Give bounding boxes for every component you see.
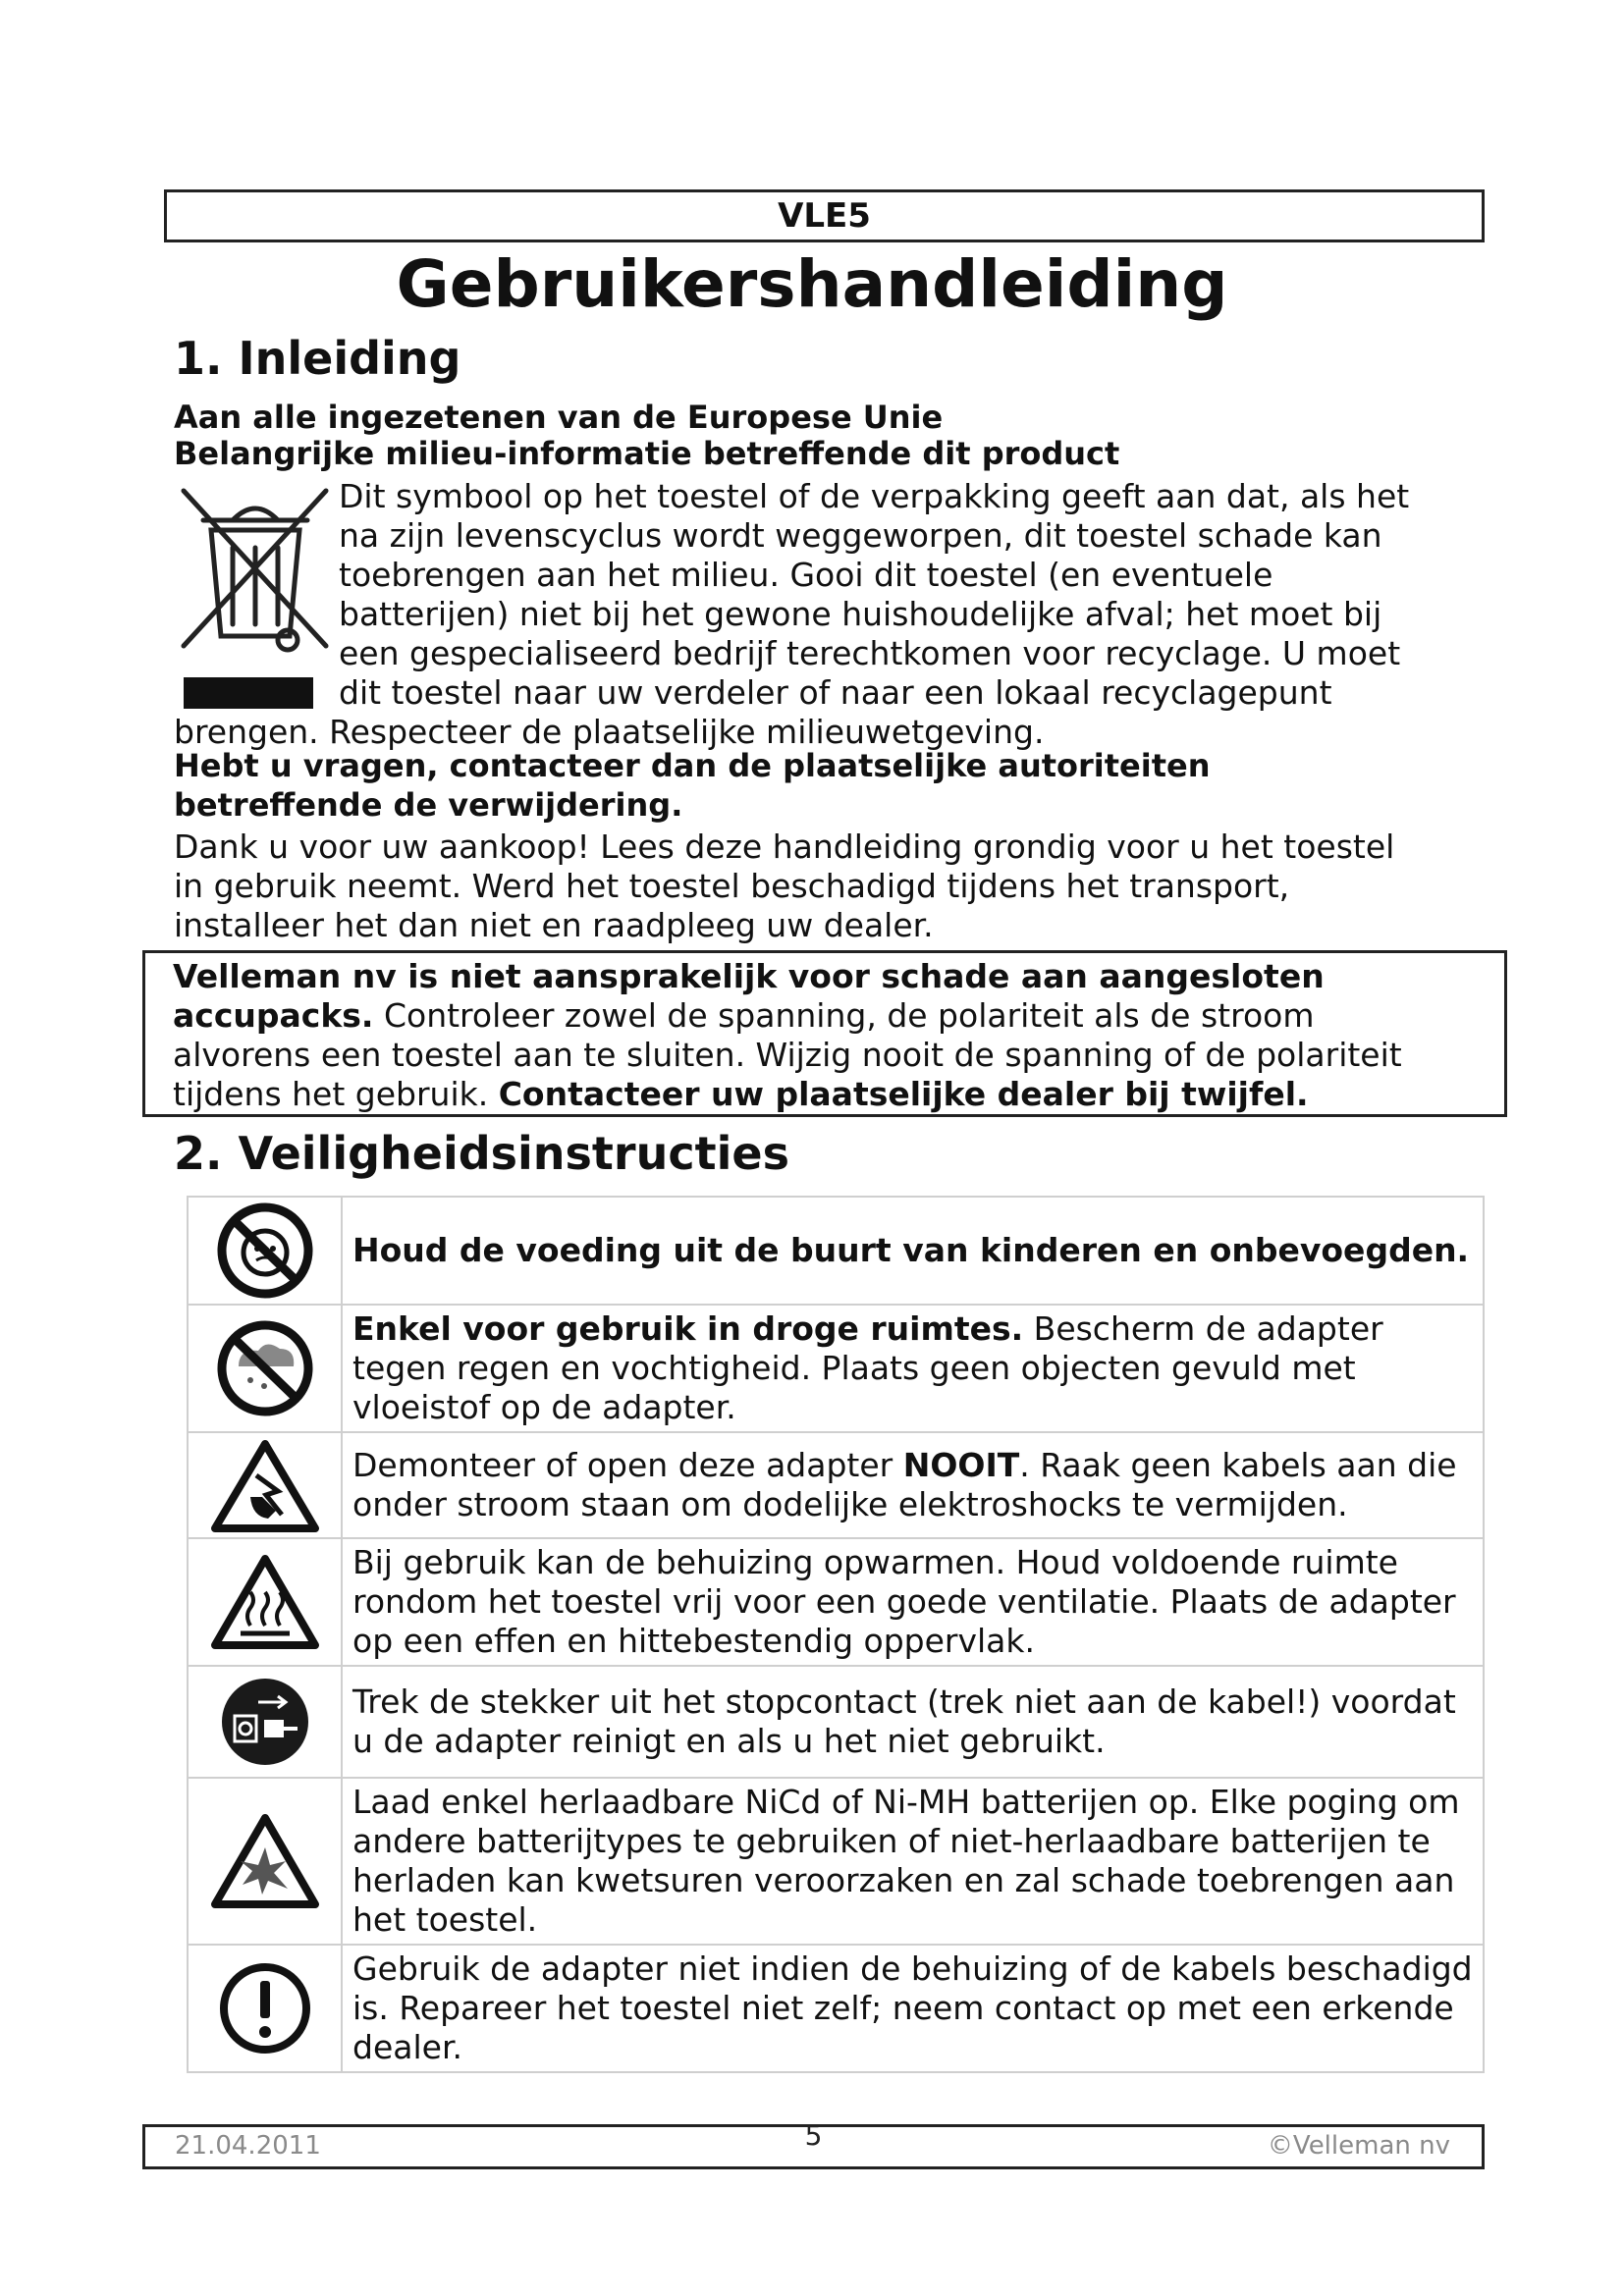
weee-text-last: brengen. Respecteer de plaatselijke milieuwetgeving. (174, 713, 1045, 751)
safety-row (188, 1538, 1484, 1666)
weee-line: toebrengen aan het milieu. Gooi dit toestel (en eventuele (339, 556, 1273, 594)
notice-bold: accupacks. (173, 996, 374, 1035)
questions-line-2: betreffende de verwijdering. (174, 786, 683, 824)
safety-row-text: . Raak geen kabels aan die onder stroom staan om dodelijke elektroshocks te vermijden. (352, 1446, 1457, 1523)
thanks-line: Dank u voor uw aankoop! Lees deze handleiding grondig voor u het toestel (174, 828, 1395, 866)
model-number: VLE5 (778, 196, 871, 236)
model-header (164, 189, 1485, 242)
notice-bold: Velleman nv is niet aansprakelijk voor schade aan aangesloten (173, 957, 1325, 995)
section-heading-introduction: 1. Inleiding (174, 332, 461, 385)
page-footer (142, 2119, 1485, 2169)
notice-bold: Contacteer uw plaatselijke dealer bij twijfel. (498, 1075, 1309, 1113)
footer-copyright: ©Velleman nv (1267, 2131, 1450, 2161)
liability-notice (142, 950, 1507, 1117)
notice-text: Controleer zowel de spanning, de polariteit als de stroom (373, 996, 1315, 1035)
safety-row-bold: NOOIT (902, 1446, 1020, 1484)
weee-line: dit toestel naar uw verdeler of naar een lokaal recyclagepunt (339, 673, 1332, 712)
thanks-paragraph (174, 828, 1394, 945)
weee-line: na zijn levenscyclus wordt weggeworpen, dit toestel schade kan (339, 516, 1382, 555)
safety-row-text: Trek de stekker uit het stopcontact (trek niet aan de kabel!) voordat u de adapter reinigt en als u het niet gebruikt. (352, 1682, 1456, 1760)
weee-line: een gespecialiseerd bedrijf terechtkomen voor recyclage. U moet (339, 634, 1401, 672)
notice-text: tijdens het gebruik. (173, 1075, 499, 1113)
weee-line: Dit symbool op het toestel of de verpakking geeft aan dat, als het (339, 477, 1410, 515)
electric-shock-warning-icon (207, 1436, 323, 1534)
safety-row (188, 1432, 1484, 1538)
safety-row-bold: Enkel voor gebruik in droge ruimtes. (352, 1309, 1024, 1348)
safety-row (188, 1945, 1484, 2072)
attention-icon (207, 1959, 323, 2057)
thanks-line: installeer het dan niet en raadpleeg uw dealer. (174, 906, 934, 944)
eu-residents-heading: Aan alle ingezetenen van de Europese Unie (174, 399, 944, 436)
explosion-warning-icon (207, 1810, 323, 1912)
safety-row (188, 1305, 1484, 1432)
unplug-icon (207, 1673, 323, 1771)
hot-surface-warning-icon (207, 1551, 323, 1653)
footer-date: 21.04.2011 (175, 2131, 321, 2161)
questions-line-1: Hebt u vragen, contacteer dan de plaatselijke autoriteiten (174, 747, 1211, 784)
environment-info-heading: Belangrijke milieu-informatie betreffende dit product (174, 435, 1120, 472)
safety-row (188, 1197, 1484, 1305)
thanks-line: in gebruik neemt. Werd het toestel beschadigd tijdens het transport, (174, 867, 1290, 905)
safety-row (188, 1778, 1484, 1945)
keep-away-children-icon (207, 1201, 323, 1300)
no-rain-icon (207, 1319, 323, 1417)
notice-text: alvorens een toestel aan te sluiten. Wijzig nooit de spanning of de polariteit (173, 1036, 1402, 1074)
safety-row-text: Laad enkel herlaadbare NiCd of Ni-MH batterijen op. Elke poging om andere batterijtypes te gebruiken of niet-herlaadbare batterijen te herladen kan kwetsuren veroorzaken en zal schade toebrengen aan het toestel. (352, 1783, 1460, 1939)
safety-row-text: Bescherm de adapter tegen regen en vochtigheid. Plaats geen objecten gevuld met vloeistof op de adapter. (352, 1309, 1383, 1426)
weee-line: batterijen) niet bij het gewone huishoudelijke afval; het moet bij (339, 595, 1382, 633)
safety-row (188, 1666, 1484, 1778)
safety-row-text: Demonteer of open deze adapter (352, 1446, 903, 1484)
safety-row-text: Gebruik de adapter niet indien de behuizing of de kabels beschadigd is. Repareer het toestel niet zelf; neem contact op met een erkende dealer. (352, 1949, 1473, 2066)
safety-row-bold: Houd de voeding uit de buurt van kinderen en onbevoegden. (352, 1231, 1470, 1269)
weee-bin-icon (174, 479, 336, 715)
section-heading-safety: 2. Veiligheidsinstructies (174, 1127, 789, 1180)
page-title: Gebruikershandleiding (396, 246, 1228, 322)
safety-instructions-table (187, 1196, 1485, 2073)
safety-row-text: Bij gebruik kan de behuizing opwarmen. Houd voldoende ruimte rondom het toestel vrij voor een goede ventilatie. Plaats de adapter op een effen en hittebestendig oppervlak. (352, 1543, 1456, 1660)
weee-text (339, 477, 1409, 713)
page-number: 5 (804, 2119, 823, 2152)
